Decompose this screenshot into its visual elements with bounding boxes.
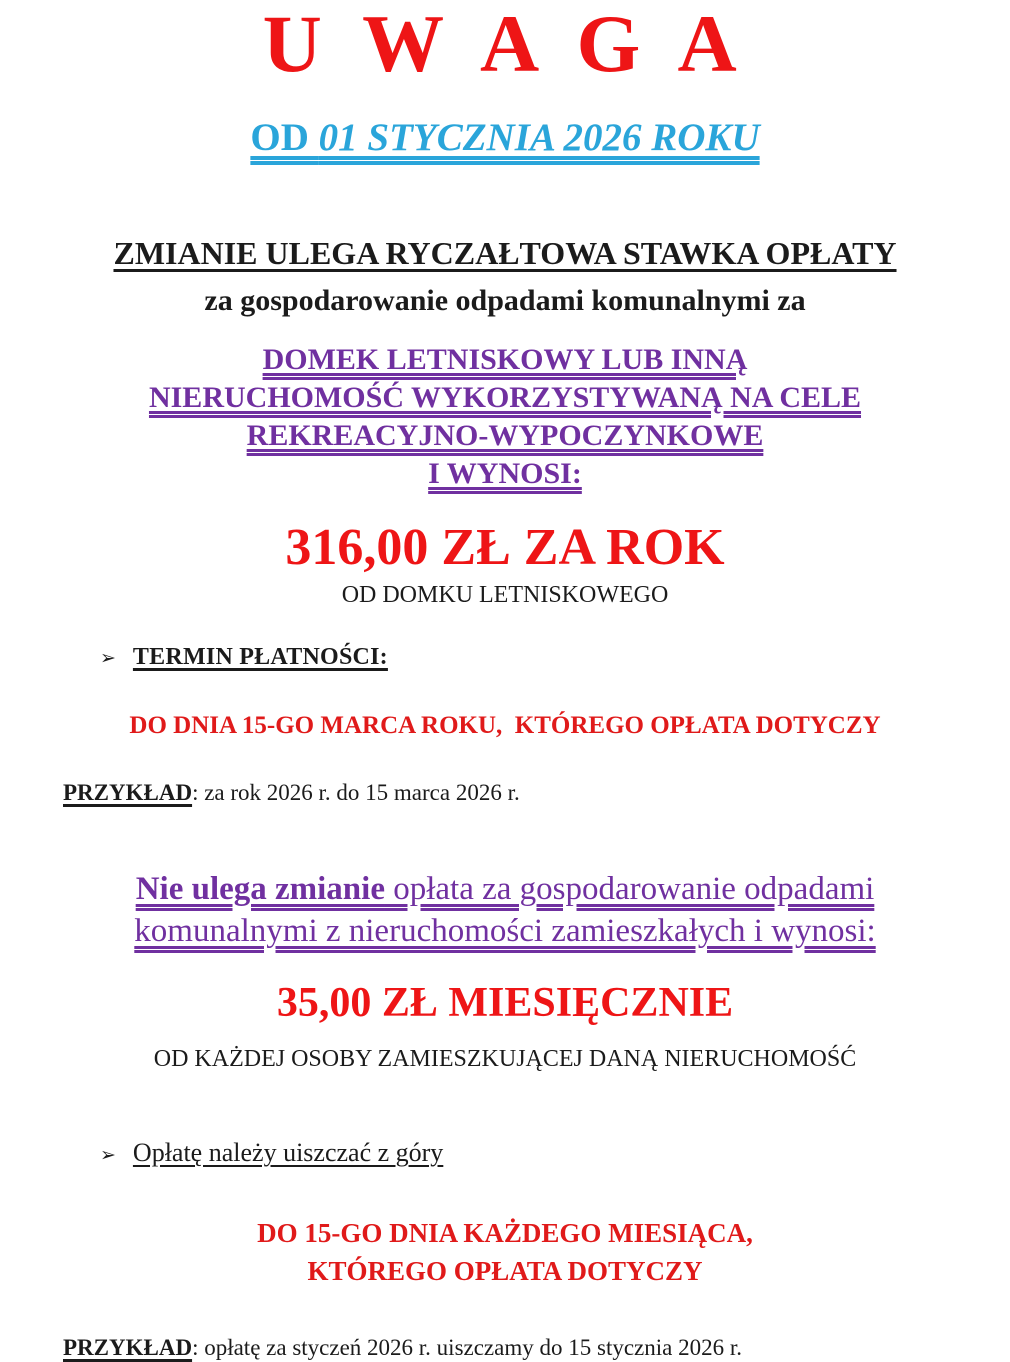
monthly-example bbox=[0, 1334, 1010, 1362]
effective-date-prefix: OD bbox=[250, 115, 319, 159]
effective-date-text bbox=[250, 116, 759, 159]
monthly-deadline-text bbox=[0, 1214, 1010, 1290]
unchanged-fee-bold: Nie ulega zmianie bbox=[135, 871, 385, 908]
payment-term-label: TERMIN PŁATNOŚCI: bbox=[132, 643, 388, 670]
arrow-bullet-icon: ➢ bbox=[100, 646, 116, 669]
annual-example-text: : za rok 2026 r. do 15 marca 2026 r. bbox=[192, 779, 520, 805]
property-line bbox=[0, 379, 1010, 417]
monthly-fee-amount: 35,00 ZŁ MIESIĘCZNIE bbox=[276, 980, 734, 1027]
property-line-text: REKREACYJNO-WYPOCZYNKOWE bbox=[246, 418, 764, 452]
monthly-example-text: : opłatę za styczeń 2026 r. uiszczamy do 15 stycznia 2026 r. bbox=[192, 1335, 742, 1361]
arrow-bullet-icon: ➢ bbox=[100, 1144, 116, 1167]
annual-fee-basis: OD DOMKU LETNISKOWEGO bbox=[341, 582, 669, 609]
effective-date-heading bbox=[0, 116, 1010, 161]
monthly-deadline-line: KTÓREGO OPŁATA DOTYCZY bbox=[307, 1256, 703, 1287]
annual-example bbox=[0, 779, 1010, 807]
property-line-text: NIERUCHOMOŚĆ WYKORZYSTYWANĄ NA CELE bbox=[148, 380, 862, 414]
annual-fee-amount: 316,00 ZŁ ZA ROK bbox=[285, 518, 725, 576]
property-line bbox=[0, 341, 1010, 379]
monthly-deadline-line: DO 15-GO DNIA KAŻDEGO MIESIĄCA, bbox=[257, 1218, 753, 1249]
annual-deadline-text: DO DNIA 15-GO MARCA ROKU, KTÓREGO OPŁATA DOTYCZY bbox=[129, 711, 881, 739]
property-line-text: I WYNOSI: bbox=[428, 456, 582, 490]
payment-term-item bbox=[0, 644, 1010, 671]
advance-payment-label: Opłatę należy uiszczać z góry bbox=[132, 1138, 444, 1168]
annual-example-label: PRZYKŁAD bbox=[63, 779, 193, 805]
property-line-text: DOMEK LETNISKOWY LUB INNĄ bbox=[262, 342, 748, 376]
property-line bbox=[0, 417, 1010, 455]
property-line bbox=[0, 455, 1010, 493]
change-subheading: za gospodarowanie odpadami komunalnymi za bbox=[204, 283, 806, 317]
monthly-example-label: PRZYKŁAD bbox=[63, 1335, 193, 1361]
unchanged-fee-paragraph bbox=[0, 868, 1010, 952]
advance-payment-item bbox=[0, 1138, 1010, 1168]
effective-date-value: 01 STYCZNIA 2026 ROKU bbox=[318, 115, 760, 159]
page-title: U W A G A bbox=[262, 0, 748, 89]
property-type-block bbox=[0, 341, 1010, 493]
monthly-fee-basis: OD KAŻDEJ OSOBY ZAMIESZKUJĄCEJ DANĄ NIERUCHOMOŚĆ bbox=[153, 1046, 857, 1073]
change-heading bbox=[0, 234, 1010, 272]
unchanged-fee-rest: opłata za gospodarowanie odpadami komunalnymi z nieruchomości zamieszkałych i wynosi: bbox=[134, 871, 876, 950]
change-heading-text: ZMIANIE ULEGA RYCZAŁTOWA STAWKA OPŁATY bbox=[113, 235, 897, 272]
